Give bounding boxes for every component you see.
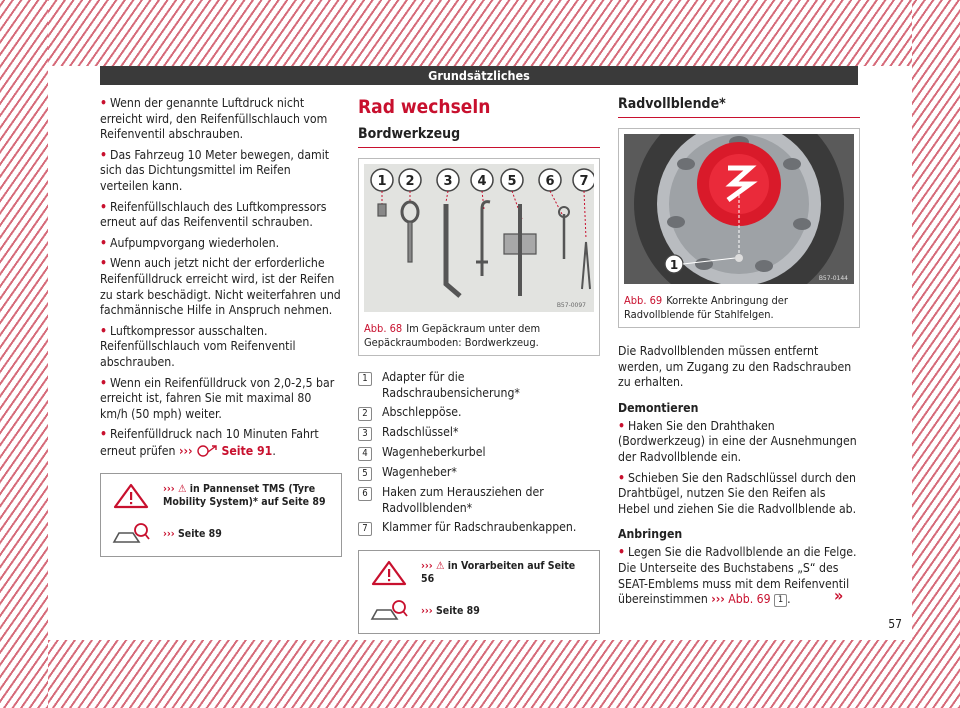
figure-link[interactable]: Abb. 69	[728, 592, 771, 607]
callout-label: 1	[669, 258, 679, 272]
figure-code: B57-0097	[556, 302, 586, 309]
warning-box	[358, 550, 600, 634]
bullet-icon: •	[100, 199, 108, 214]
subheading-install: Anbringen	[618, 527, 683, 542]
page-link[interactable]: Seite 91	[221, 443, 273, 458]
arrow-icon: ›››	[163, 527, 175, 540]
hatch-border-right	[912, 0, 960, 708]
hatch-border-bottom	[0, 640, 960, 708]
arrow-icon: ›››	[163, 483, 175, 496]
warning-row	[369, 559, 589, 587]
bullet-icon: •	[100, 96, 108, 110]
warning-row	[111, 482, 331, 510]
list-item: • Aufpumpvorgang wiederholen.	[100, 235, 280, 250]
column-middle	[358, 96, 600, 634]
bullet-icon: •	[618, 418, 626, 433]
manual-page	[48, 66, 912, 640]
hatch-border-top	[0, 0, 960, 66]
number-badge: 2	[358, 407, 372, 421]
figure-caption: Abb. 69 Korrekte Anbringung der Radvollblende für Stahlfelgen.	[624, 294, 788, 321]
list-item: 5 Wagenheber*	[358, 465, 600, 481]
list-item: 1 Adapter für die Radschraubensicherung*	[358, 370, 600, 401]
figure-69	[618, 128, 860, 328]
chapter-title: Rad wechseln	[358, 96, 491, 118]
list-item: 7 Klammer für Radschraubenkappen.	[358, 520, 600, 536]
arrow-icon: ›››	[711, 592, 725, 607]
number-badge: 1	[774, 594, 787, 607]
column-right	[618, 96, 860, 613]
note-car-icon	[369, 597, 409, 625]
list-item: 2 Abschleppöse.	[358, 405, 600, 421]
note-car-icon	[111, 520, 151, 548]
list-item: • Wenn auch jetzt nicht der erforderliche Reifenfülldruck erreicht wird, ist der Reifen zu stark beschädigt. Nicht weiterfahren und fachmännische Hilfe in Anspruch nehmen.	[100, 256, 341, 318]
list-item: • Reifenfüllschlauch des Luftkompressors erneut auf das Reifenventil schrauben.	[100, 199, 327, 230]
number-badge: 6	[358, 487, 372, 501]
list-item: • Reifenfülldruck nach 10 Minuten Fahrt erneut prüfen ››› Seite 91.	[100, 427, 319, 458]
number-badge: 4	[358, 447, 372, 461]
bullet-icon: •	[100, 427, 108, 442]
section-title: Radvollblende*	[618, 96, 860, 118]
callout-label: 3	[443, 174, 453, 189]
wheel-cover-image	[624, 134, 854, 284]
arrow-icon: ›››	[421, 560, 433, 573]
warning-triangle-icon	[111, 482, 151, 510]
bullet-icon: •	[100, 147, 108, 162]
tool-list	[358, 370, 600, 536]
bullet-icon: •	[100, 323, 108, 338]
subheading-remove: Demontieren	[618, 400, 699, 415]
callout-label: 6	[545, 174, 555, 189]
warning-box	[100, 473, 342, 557]
bullet-icon: •	[100, 375, 108, 390]
list-item: • Das Fahrzeug 10 Meter bewegen, damit sich das Dichtungsmittel im Reifen verteilen kann.	[100, 147, 330, 193]
warning-reference[interactable]: in Pannenset TMS (Tyre Mobility System)* auf Seite 89	[163, 483, 326, 509]
continue-icon: »	[834, 586, 844, 605]
warning-icon: ⚠	[435, 560, 445, 573]
warning-icon: ⚠	[177, 483, 187, 496]
arrow-icon: ›››	[421, 604, 433, 617]
tool-kit-image	[364, 164, 594, 312]
number-badge: 1	[358, 372, 372, 386]
note-reference[interactable]: Seite 89	[435, 604, 480, 617]
note-row	[369, 597, 589, 625]
hatch-border-left	[0, 0, 48, 708]
bullet-icon: •	[618, 470, 626, 485]
list-item: 4 Wagenheberkurbel	[358, 445, 600, 461]
list-item: • Legen Sie die Radvollblende an die Felge. Die Unterseite des Buchstabens „S“ des SEAT-Emblems muss mit dem Reifenventil übereinstimmen ››› Abb. 69 1 .	[618, 545, 857, 607]
warning-triangle-icon	[369, 559, 409, 587]
list-item: 6 Haken zum Herausziehen der Radvollblenden*	[358, 485, 600, 516]
note-reference[interactable]: Seite 89	[177, 527, 222, 540]
figure-code: B57-0144	[818, 275, 848, 282]
list-item: • Wenn der genannte Luftdruck nicht erreicht wird, den Reifenfüllschlauch vom Reifenventil abschrauben.	[100, 96, 328, 142]
tire-check-icon	[196, 443, 218, 457]
bullet-icon: •	[100, 235, 108, 250]
figure-68	[358, 158, 600, 356]
number-badge: 5	[358, 467, 372, 481]
number-badge: 3	[358, 427, 372, 441]
list-item: • Schieben Sie den Radschlüssel durch den Drahtbügel, nutzen Sie den Reifen als Hebel und ziehen Sie die Radvollblende ab.	[618, 470, 857, 516]
list-item: • Haken Sie den Drahthaken (Bordwerkzeug) in eine der Ausnehmungen der Radvollblende ein.	[618, 418, 857, 464]
callout-label: 5	[507, 174, 517, 189]
list-item: • Luftkompressor ausschalten. Reifenfüllschlauch vom Reifenventil abschrauben.	[100, 323, 296, 369]
number-badge: 7	[358, 522, 372, 536]
callout-label: 1	[377, 174, 387, 189]
list-item: 3 Radschlüssel*	[358, 425, 600, 441]
warning-reference[interactable]: in Vorarbeiten auf Seite 56	[421, 560, 576, 586]
arrow-icon: ›››	[178, 443, 193, 458]
section-title: Bordwerkzeug	[358, 126, 600, 148]
column-left	[100, 96, 342, 557]
bullet-icon: •	[618, 545, 626, 560]
callout-label: 2	[405, 174, 415, 189]
note-row	[111, 520, 331, 548]
callout-label: 4	[477, 174, 487, 189]
callout-label: 7	[579, 174, 589, 189]
intro-text: Die Radvollblenden müssen entfernt werden, um Zugang zu den Radschrauben zu erhalten.	[618, 344, 852, 390]
list-item: • Wenn ein Reifenfülldruck von 2,0-2,5 bar erreicht ist, fahren Sie mit maximal 80 km/h (50 mph) weiter.	[100, 375, 335, 421]
page-number: 57	[888, 617, 902, 631]
figure-caption: Abb. 68 Im Gepäckraum unter dem Gepäckraumboden: Bordwerkzeug.	[364, 322, 541, 349]
bullet-icon: •	[100, 256, 108, 271]
section-header: Grundsätzliches	[100, 66, 858, 85]
